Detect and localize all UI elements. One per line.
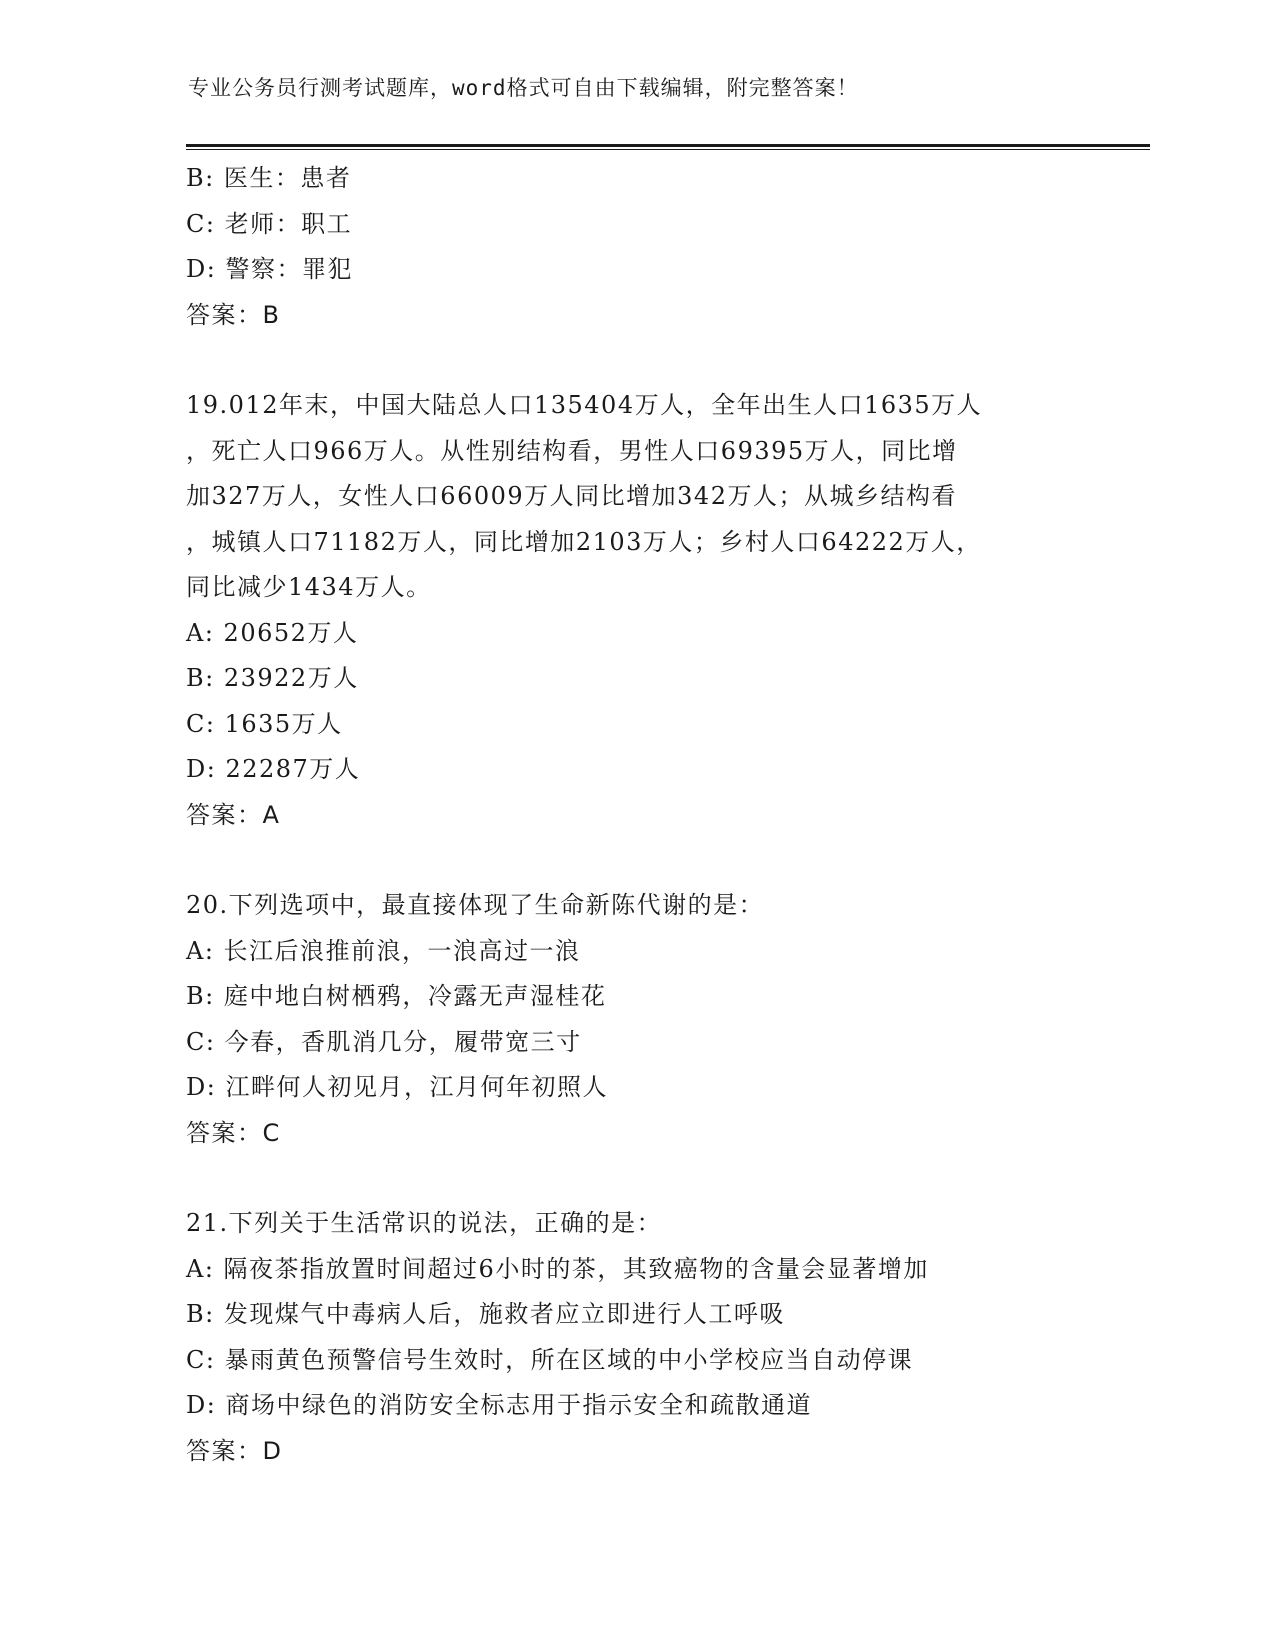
page-header: 专业公务员行测考试题库，word格式可自由下载编辑，附完整答案！ [188,76,859,100]
option-b: B: 发现煤气中毒病人后，施救者应立即进行人工呼吸 [186,1300,785,1328]
question-stem-line: ，城镇人口71182万人，同比增加2103万人；乡村人口64222万人， [186,527,982,556]
option-d: D: 商场中绿色的消防安全标志用于指示安全和疏散通道 [186,1391,812,1419]
question-19 [186,383,1086,838]
header-divider [186,144,1150,150]
option-b: B: 23922万人 [186,664,359,692]
answer: 答案：A [186,800,281,829]
option-d: D: 22287万人 [186,755,361,783]
option-c: C: 1635万人 [186,709,343,738]
question-18-tail [186,156,1086,338]
answer: 答案：D [186,1436,283,1465]
option-b: B: 庭中地白树栖鸦，冷露无声湿桂花 [186,982,607,1010]
option-c: C: 老师：职工 [186,209,353,238]
question-stem: 21.下列关于生活常识的说法，正确的是： [186,1209,663,1237]
question-list [186,156,1086,1474]
answer: 答案：B [186,300,281,329]
question-stem-line: ，死亡人口966万人。从性别结构看，男性人口69395万人，同比增 [186,436,958,465]
question-stem-line: 同比减少1434万人。 [186,573,432,601]
option-a: A: 20652万人 [186,618,359,647]
option-c: C: 暴雨黄色预警信号生效时，所在区域的中小学校应当自动停课 [186,1345,914,1374]
option-d: D: 江畔何人初见月，江月何年初照人 [186,1073,608,1101]
option-d: D: 警察：罪犯 [186,255,353,283]
option-a: A: 隔夜茶指放置时间超过6小时的茶，其致癌物的含量会显著增加 [186,1254,929,1283]
question-stem-line: 19.012年末，中国大陆总人口135404万人，全年出生人口1635万人 [186,391,983,419]
answer: 答案：C [186,1118,281,1147]
question-20 [186,883,1086,1156]
question-stem-line: 加327万人，女性人口66009万人同比增加342万人；从城乡结构看 [186,482,957,510]
option-c: C: 今春，香肌消几分，履带宽三寸 [186,1027,582,1056]
question-21 [186,1201,1086,1474]
question-stem: 20.下列选项中，最直接体现了生命新陈代谢的是： [186,891,765,919]
option-a: A: 长江后浪推前浪，一浪高过一浪 [186,936,581,965]
option-b: B: 医生：患者 [186,164,352,192]
